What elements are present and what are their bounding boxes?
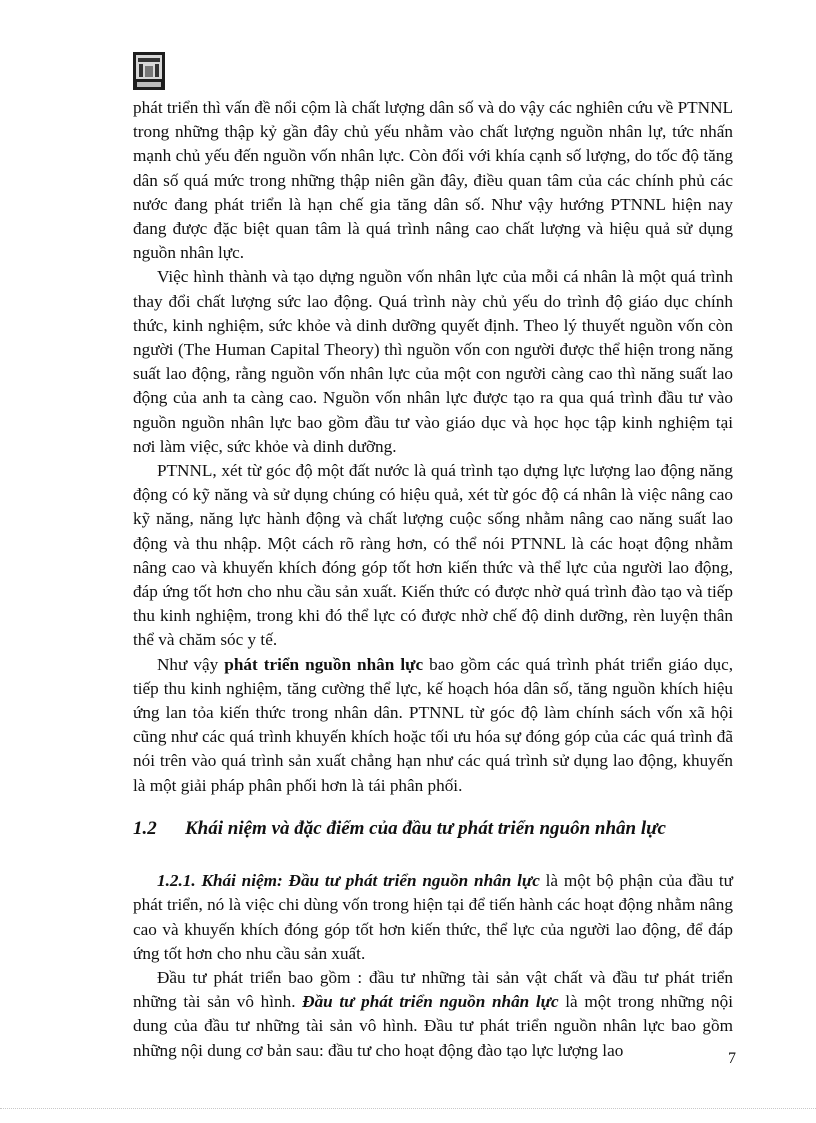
section-title: Khái niệm và đặc điểm của đầu tư phát triển nguôn nhân lực bbox=[185, 817, 666, 839]
document-body bbox=[133, 96, 733, 1063]
paragraph: PTNNL, xét từ góc độ một đất nước là quá trình tạo dựng lực lượng lao động năng động có kỹ năng và sử dụng chúng có hiệu quả, xét từ góc độ cá nhân là việc nâng cao kỹ năng, năng lực hành động và chất lượng cuộc sống nhằm nâng cao năng suất lao động và thu nhập. Một cách rõ ràng hơn, có thể nói PTNNL là các hoạt động nhằm nâng cao và khuyến khích đóng góp tốt hơn kiến thức và thể lực của người lao động, đáp ứng tốt hơn cho nhu cầu sản xuất. Kiến thức có được nhờ quá trình đào tạo và tiếp thu kinh nghiệm, trong khi đó thể lực có được nhờ chế độ dinh dưỡng, rèn luyện thân thể và chăm sóc y tế. bbox=[133, 461, 733, 650]
page-divider bbox=[0, 1108, 816, 1109]
paragraph: phát triển thì vấn đề nổi cộm là chất lượng dân số và do vậy các nghiên cứu về PTNNL trong những thập kỷ gần đây chủ yếu nhằm vào chất lượng nguồn nhân lự, tức nhấn mạnh chủ yếu đến nguồn vốn nhân lực. Còn đối với khía cạnh số lượng, do tốc độ tăng dân số quá mức trong những thập niên gần đây, điều quan tâm của các chính phủ các nước đang phát triển là hạn chế gia tăng dân số. Như vậy hướng PTNNL hiện nay đang được đặc biệt quan tâm là quá trình nâng cao chất lượng và hiệu quả sử dụng nguồn nhân lực. bbox=[133, 98, 733, 263]
paragraph-text: bao gồm các quá trình phát triển giáo dục, tiếp thu kinh nghiệm, tăng cường thể lực, kế hoạch hóa dân số, tăng nguồn khích hiệu ứng lan tỏa kiến thức trong nhân dân. PTNNL từ góc độ làm chính sách vốn xã hội cũng như các quá trình khuyến khích hoặc tối ưu hóa sự đóng góp của các quá trình đã nói trên vào quá trình sản xuất chẳng hạn như các quá trình sử dụng lao động, khuyến là một giải pháp phân phối hơn là tái phân phối. bbox=[133, 654, 733, 795]
section-number: 1.2 bbox=[133, 817, 157, 839]
book-library-icon bbox=[133, 52, 165, 90]
paragraph bbox=[133, 966, 733, 1063]
paragraph bbox=[133, 653, 733, 798]
paragraph-text: Như vậy bbox=[157, 654, 225, 674]
definition-label: 1.2.1. Khái niệm: Đầu tư phát triển nguồn nhân lực bbox=[157, 871, 540, 891]
bold-term: phát triển nguồn nhân lực bbox=[224, 654, 424, 674]
section-heading bbox=[133, 817, 733, 841]
paragraph-text: là một trong những nội dung của đầu tư những tài sản vô hình. Đầu tư phát triển nguồn nhân lực bao gồm những nội dung cơ bản sau: đầu tư cho hoạt động đào tạo lực lượng lao bbox=[133, 992, 734, 1060]
paragraph-text: Đầu tư phát triển bao gồm : đầu tư những tài sản vật chất và đầu tư phát triển những tài sản vô hình. bbox=[133, 967, 733, 1012]
bold-term: Đầu tư phát triển nguồn nhân lực bbox=[302, 992, 559, 1012]
page-number: 7 bbox=[728, 1050, 736, 1067]
paragraph bbox=[133, 869, 733, 966]
paragraph-text: là một bộ phận của đầu tư phát triển, nó là việc chi dùng vốn trong hiện tại để tiến hành các hoạt động nhằm nâng cao và khuyến khích đóng góp tốt hơn kiến thức, thể lực của người lao động, để đáp ứng tốt hơn cho nhu cầu sản xuất. bbox=[133, 871, 733, 963]
paragraph: Việc hình thành và tạo dựng nguồn vốn nhân lực của mỗi cá nhân là một quá trình thay đổi chất lượng sức lao động. Quá trình này chủ yếu do trình độ giáo dục chính thức, kinh nghiệm, sức khỏe và dinh dưỡng quyết định. Theo lý thuyết nguồn vốn còn người (The Human Capital Theory) thì nguồn vốn con người được thể hiện trong năng suất lao động, rằng nguồn vốn nhân lực của một con người càng cao thì năng suất lao động của anh ta càng cao. Nguồn vốn nhân lực được tạo ra qua quá trình đầu tư vào nguồn nguồn nhân lực bao gồm đầu tư vào giáo dục và học học tập kinh nghiệm tại nơi làm việc, sức khỏe và dinh dưỡng. bbox=[133, 267, 733, 456]
